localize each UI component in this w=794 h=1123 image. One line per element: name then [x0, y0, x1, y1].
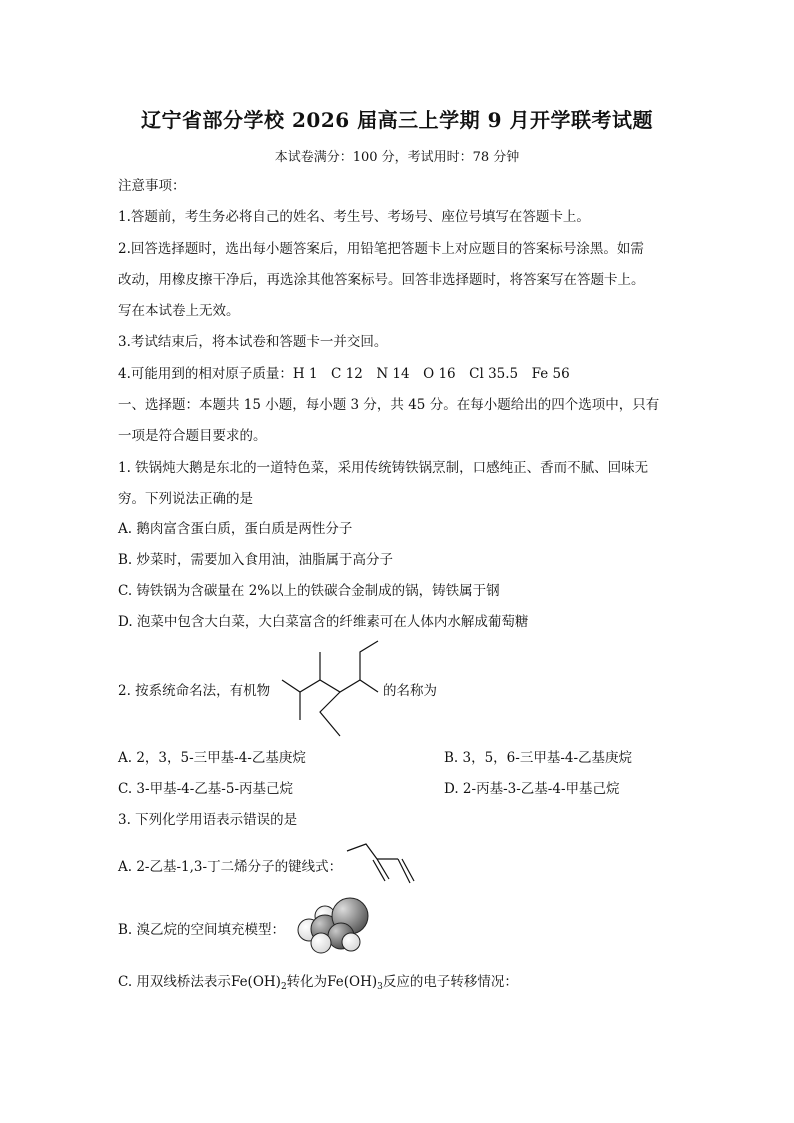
q3-b-space-filling-model — [295, 896, 373, 956]
q3-c-formula-2: Fe(OH) — [327, 974, 378, 990]
exam-subtitle: 本试卷满分：100 分，考试用时：78 分钟 — [274, 150, 520, 165]
q3-c-subscript-1: 2 — [280, 982, 287, 992]
q3-option-b: B. 溴乙烷的空间填充模型： — [118, 922, 286, 938]
section-1-heading-line-2: 一项是符合题目要求的。 — [118, 428, 267, 444]
q3-c-formula-1: Fe(OH) — [230, 974, 281, 990]
notice-item-2-line-3: 写在本试卷上无效。 — [118, 303, 240, 319]
notice-item-2-line-2: 改动，用橡皮擦干净后，再选涂其他答案标号。回答非选择题时，将答案写在答题卡上。 — [118, 272, 645, 288]
q3-option-c — [118, 973, 518, 996]
q3-option-a: A. 2-乙基-1,3-丁二烯分子的键线式： — [118, 859, 343, 875]
q1-option-c: C. 铸铁锅为含碳量在 2%以上的铁碳合金制成的锅，铸铁属于钢 — [118, 583, 500, 599]
notice-item-4: 4.可能用到的相对原子质量：H 1 C 12 N 14 O 16 Cl 35.5 Fe 56 — [118, 366, 570, 382]
q1-option-d: D. 泡菜中包含大白菜，大白菜富含的纤维素可在人体内水解成葡萄糖 — [118, 614, 529, 630]
q2-option-b: B. 3，5，6-三甲基-4-乙基庚烷 — [444, 750, 633, 766]
q1-stem-line-1: 1. 铁锅炖大鹅是东北的一道特色菜，采用传统铸铁锅烹制，口感纯正、香而不腻、回味无 — [118, 460, 649, 476]
q2-option-c: C. 3-甲基-4-乙基-5-丙基己烷 — [118, 781, 294, 797]
q1-option-a: A. 鹅肉富含蛋白质，蛋白质是两性分子 — [118, 521, 353, 537]
q2-option-d: D. 2-丙基-3-乙基-4-甲基己烷 — [444, 781, 620, 797]
notice-heading: 注意事项： — [118, 178, 186, 194]
q1-option-b: B. 炒菜时，需要加入食用油，油脂属于高分子 — [118, 552, 394, 568]
q3-c-text-mid: 转化为 — [286, 974, 328, 990]
exam-title: 辽宁省部分学校 2026 届高三上学期 9 月开学联考试题 — [141, 108, 653, 132]
q3-c-subscript-2: 3 — [377, 982, 383, 992]
q2-stem-after: 的名称为 — [383, 683, 437, 699]
q2-skeletal-structure — [280, 640, 390, 740]
q2-stem-before: 2. 按系统命名法，有机物 — [118, 683, 271, 699]
q3-c-text-after: 反应的电子转移情况： — [382, 974, 518, 990]
notice-item-1: 1.答题前，考生务必将自己的姓名、考生号、考场号、座位号填写在答题卡上。 — [118, 209, 590, 225]
q3-c-text-before: C. 用双线桥法表示 — [118, 974, 231, 990]
notice-item-2-line-1: 2.回答选择题时，选出每小题答案后，用铅笔把答题卡上对应题目的答案标号涂黑。如需 — [118, 241, 644, 257]
q1-stem-line-2: 穷。下列说法正确的是 — [118, 491, 253, 507]
q2-option-a: A. 2，3，5-三甲基-4-乙基庚烷 — [118, 750, 306, 766]
q3-stem: 3. 下列化学用语表示错误的是 — [118, 812, 298, 828]
q3-a-skeletal-structure — [346, 843, 416, 888]
notice-item-3: 3.考试结束后，将本试卷和答题卡一并交回。 — [118, 334, 388, 350]
section-1-heading-line-1: 一、选择题：本题共 15 小题，每小题 3 分，共 45 分。在每小题给出的四个选项中，只有 — [118, 397, 660, 413]
